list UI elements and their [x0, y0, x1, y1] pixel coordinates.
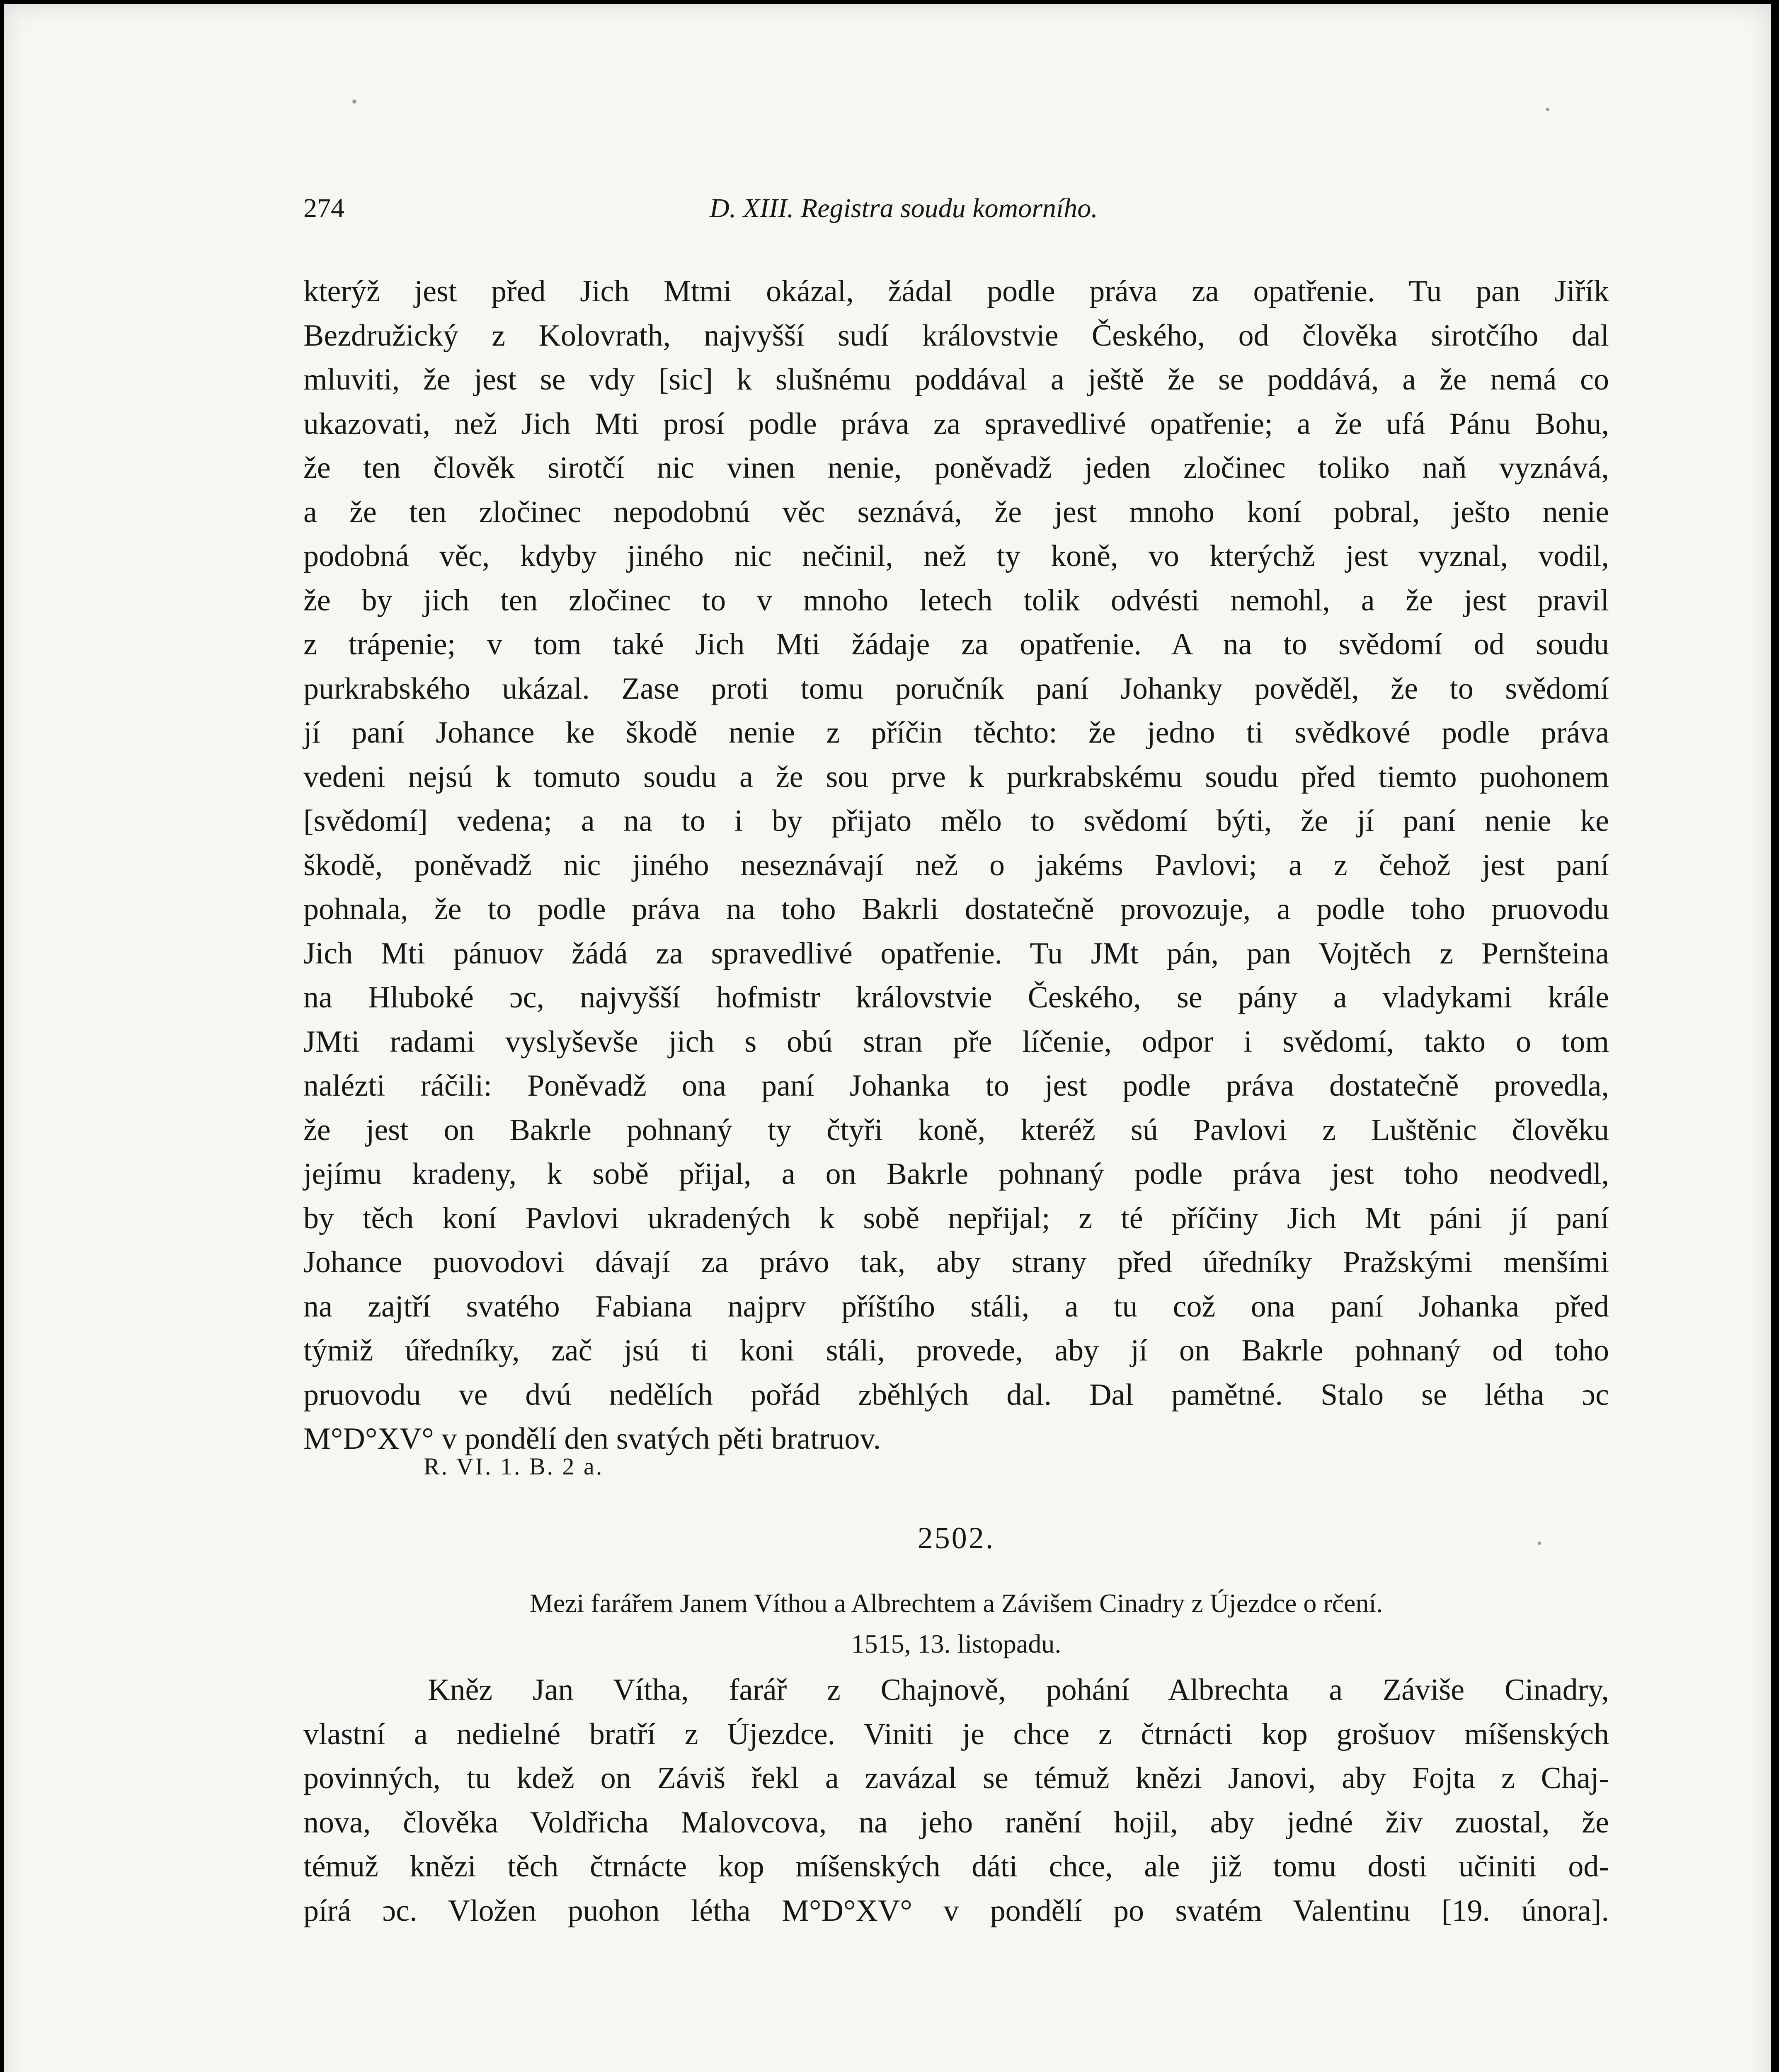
source-reference: R. VI. 1. B. 2 a. — [424, 1453, 604, 1480]
paragraph-1 — [303, 269, 1609, 1461]
text-line: povinných, tu kdež on Záviš řekl a zavázal se témuž knězi Janovi, aby Fojta z Chaj- — [303, 1761, 1609, 1795]
text-line: témuž knězi těch čtrnácte kop míšenských dáti chce, ale již tomu dosti učiniti od- — [303, 1849, 1609, 1883]
text-line: M°D°XV° v pondělí den svatých pěti bratruov. — [303, 1422, 881, 1456]
ink-speck — [352, 99, 356, 104]
text-line: Johance puovodovi dávají za právo tak, aby strany před úředníky Pražskými menšími — [303, 1245, 1609, 1279]
entry-heading — [303, 1583, 1609, 1664]
text-line: purkrabského ukázal. Zase proti tomu poručník paní Johanky pověděl, že to svědomí — [303, 671, 1609, 706]
text-line: že jest on Bakrle pohnaný ty čtyři koně, kteréž sú Pavlovi z Luštěnic člověku — [303, 1113, 1609, 1147]
text-line: vlastní a nedielné bratří z Újezdce. Viniti je chce z čtrnácti kop grošuov míšenských — [303, 1717, 1609, 1751]
text-line: pohnala, že to podle práva na toho Bakrli dostatečně provozuje, a podle toho pruovodu — [303, 892, 1609, 926]
text-line: pírá ɔc. Vložen puohon létha M°D°XV° v pondělí po svatém Valentinu [19. února]. — [303, 1893, 1609, 1928]
entry-title: Mezi farářem Janem Víthou a Albrechtem a Závišem Cinadry z Újezdce o rčení. — [529, 1588, 1383, 1618]
text-line: vedeni nejsú k tomuto soudu a že sou prve k purkrabskému soudu před tiemto puohonem — [303, 760, 1609, 794]
running-head: D. XIII. Registra soudu komorního. — [710, 193, 1098, 223]
entry-number: 2502. — [917, 1521, 995, 1555]
text-line: mluviti, že jest se vdy [sic] k slušnému poddával a ještě že se poddává, a že nemá co — [303, 363, 1609, 397]
text-line: Kněz Jan Vítha, farář z Chajnově, pohání Albrechta a Záviše Cinadry, — [428, 1673, 1609, 1707]
text-line: ukazovati, než Jich Mti prosí podle práva za spravedlivé opatřenie; a že ufá Pánu Bohu, — [303, 407, 1609, 441]
book-page — [4, 4, 1771, 2072]
text-line: z trápenie; v tom také Jich Mti žádaje za opatřenie. A na to svědomí od soudu — [303, 627, 1609, 661]
entry-date: 1515, 13. listopadu. — [851, 1629, 1062, 1658]
text-line: by těch koní Pavlovi ukradených k sobě nepřijal; z té příčiny Jich Mt páni jí paní — [303, 1201, 1609, 1235]
text-line: jí paní Johance ke škodě nenie z příčin těchto: že jedno ti svědkové podle práva — [303, 716, 1609, 750]
page-number: 274 — [303, 193, 344, 223]
text-line: týmiž úředníky, zač jsú ti koni stáli, provede, aby jí on Bakrle pohnaný od toho — [303, 1334, 1609, 1368]
text-line: nalézti ráčili: Poněvadž ona paní Johanka to jest podle práva dostatečně provedla, — [303, 1069, 1609, 1103]
text-line: že by jich ten zločinec to v mnoho letech tolik odvésti nemohl, a že jest pravil — [303, 583, 1609, 617]
ink-speck — [1546, 108, 1549, 111]
paragraph-2 — [303, 1668, 1609, 1933]
text-line: [svědomí] vedena; a na to i by přijato mělo to svědomí býti, že jí paní nenie ke — [303, 804, 1609, 838]
text-line: škodě, poněvadž nic jiného neseznávají než o jakéms Pavlovi; a z čehož jest paní — [303, 848, 1609, 882]
text-line: na zajtří svatého Fabiana najprv příštího stáli, a tu což ona paní Johanka před — [303, 1289, 1609, 1324]
text-line: JMti radami vyslyševše jich s obú stran pře líčenie, odpor i svědomí, takto o tom — [303, 1024, 1609, 1059]
text-line: a že ten zločinec nepodobnú věc seznává, že jest mnoho koní pobral, ješto nenie — [303, 495, 1609, 529]
text-line: že ten člověk sirotčí nic vinen nenie, poněvadž jeden zločinec toliko naň vyznává, — [303, 451, 1609, 485]
text-line: nova, člověka Voldřicha Malovcova, na jeho ranění hojil, aby jedné živ zuostal, že — [303, 1805, 1609, 1840]
page-header — [303, 193, 1609, 234]
text-line: podobná věc, kdyby jiného nic nečinil, než ty koně, vo kterýchž jest vyznal, vodil, — [303, 539, 1609, 573]
text-line: kterýž jest před Jich Mtmi okázal, žádal podle práva za opatřenie. Tu pan Jiřík — [303, 274, 1609, 308]
text-line: jejímu kradeny, k sobě přijal, a on Bakrle pohnaný podle práva jest toho neodvedl, — [303, 1157, 1609, 1191]
text-line: Bezdružický z Kolovrath, najvyšší sudí královstvie Českého, od člověka sirotčího dal — [303, 318, 1609, 353]
text-line: Jich Mti pánuov žádá za spravedlivé opatřenie. Tu JMt pán, pan Vojtěch z Pernšteina — [303, 936, 1609, 971]
text-line: na Hluboké ɔc, najvyšší hofmistr královstvie Českého, se pány a vladykami krále — [303, 980, 1609, 1014]
text-line: pruovodu ve dvú nedělích pořád zběhlých dal. Dal pamětné. Stalo se létha ɔc — [303, 1377, 1609, 1412]
